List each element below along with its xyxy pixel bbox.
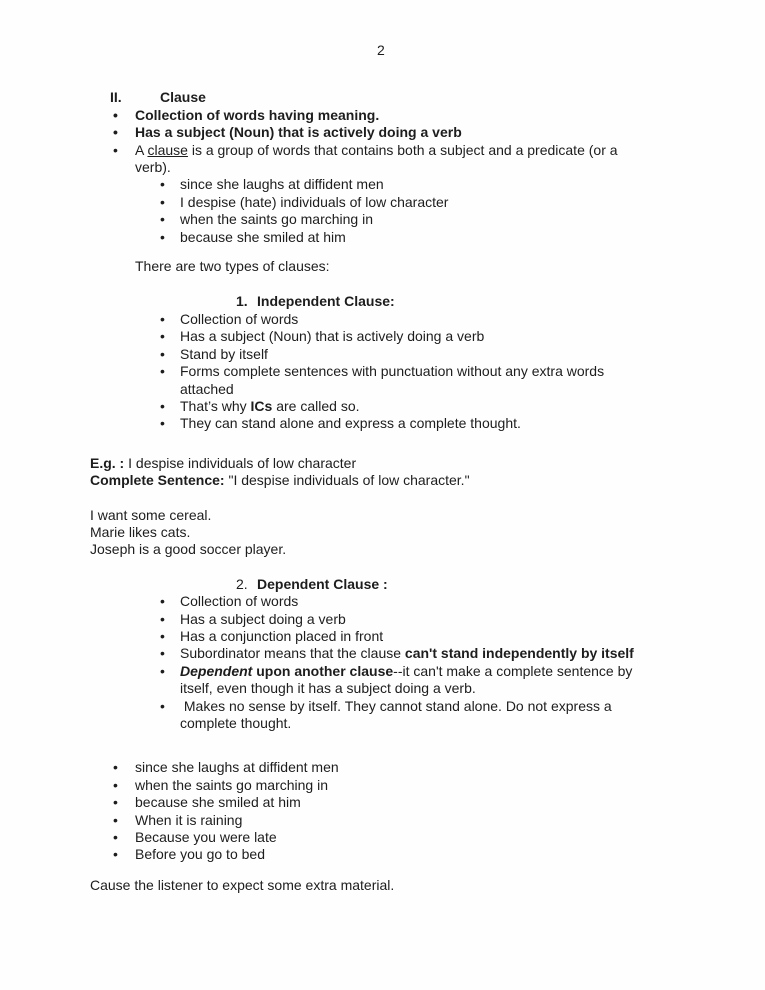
bullet-dot-icon (160, 176, 165, 193)
types-intro-text: There are two types of clauses: (135, 258, 330, 275)
bullet-has-subject: • Has a subject (Noun) that is actively doing a verb (90, 124, 745, 141)
closing-text: Cause the listener to expect some extra material. (90, 876, 395, 893)
clause-example-item: • since she laughs at diffident men (90, 176, 745, 193)
eg-line (90, 455, 745, 472)
page-number: 2 (377, 42, 385, 58)
bullet-dot-icon (160, 663, 165, 680)
bullet-dot-icon (160, 415, 165, 432)
complete-sentence-value: "I despise individuals of low character." (224, 472, 470, 489)
bullet-dot-icon (160, 328, 165, 345)
eg-value: I despise individuals of low character (124, 454, 357, 471)
subordinator-example-item: • since she laughs at diffident men (90, 759, 745, 776)
subordinator-example-item: • when the saints go marching in (90, 777, 745, 794)
dc-bullet-no-sense: • Makes no sense by itself. They cannot stand alone. Do not express a (90, 698, 745, 715)
bullet-dot-icon (113, 794, 118, 811)
dc-bullet-dependent-upon: • Dependent upon another clause--it can't make a complete sentence by (90, 663, 745, 680)
bullet-dot-icon (160, 611, 165, 628)
bullet-collection-meaning: • Collection of words having meaning. (90, 107, 745, 124)
independent-clause-heading (90, 293, 745, 310)
dc-bullet-conjunction: • Has a conjunction placed in front (90, 628, 745, 645)
bullet-dot-icon (160, 211, 165, 228)
bullet-dot-icon (113, 142, 118, 159)
ic-bullet-subject: • Has a subject (Noun) that is actively doing a verb (90, 328, 745, 345)
clause-underlined-term: clause (147, 141, 188, 158)
ic-bullet-forms-sentences-cont: attached (180, 380, 234, 397)
ic-bullet-collection: • Collection of words (90, 311, 745, 328)
clause-example-item: • because she smiled at him (90, 229, 745, 246)
bullet-dot-icon (160, 645, 165, 662)
dependent-clause-title: Dependent Clause : (257, 575, 388, 592)
dependent-clause-heading (90, 576, 745, 593)
ic-bullet-forms-sentences: • Forms complete sentences with punctuation without any extra words (90, 363, 745, 380)
ic-bullet-stand: • Stand by itself (90, 346, 745, 363)
bullet-dot-icon (160, 698, 165, 715)
bullet-dot-icon (113, 759, 118, 776)
ic-bullet-stand-alone: • They can stand alone and express a complete thought. (90, 415, 745, 432)
independent-clause-title: Independent Clause: (257, 293, 395, 310)
bullet-dot-icon (160, 194, 165, 211)
sentence-line: I want some cereal. (90, 506, 212, 523)
bullet-dot-icon (160, 311, 165, 328)
bullet-dot-icon (113, 812, 118, 829)
clause-section-heading (90, 89, 745, 106)
subordinator-example-item: • Before you go to bed (90, 846, 745, 863)
bullet-clause-definition: • A clause is a group of words that contains both a subject and a predicate (or a (90, 142, 745, 159)
heading-numeral: II. (110, 89, 122, 106)
dependent-clause-number: 2. (236, 575, 248, 592)
sentence-line: Marie likes cats. (90, 523, 191, 540)
bullet-dot-icon (160, 229, 165, 246)
dc-bullet-no-sense-cont: complete thought. (180, 715, 292, 731)
bullet-dot-icon (113, 829, 118, 846)
bullet-dot-icon (160, 363, 165, 380)
sentence-line: Joseph is a good soccer player. (90, 541, 287, 558)
dc-bullet-subordinator: • Subordinator means that the clause can't stand independently by itself (90, 645, 745, 662)
bullet-dot-icon (113, 777, 118, 794)
subordinator-example-item: • because she smiled at him (90, 794, 745, 811)
subordinator-example-item: • Because you were late (90, 829, 745, 846)
bullet-dot-icon (113, 846, 118, 863)
clause-example-item: • when the saints go marching in (90, 211, 745, 228)
bullet-dot-icon (160, 593, 165, 610)
independent-clause-number: 1. (236, 293, 248, 310)
clause-example-item: • I despise (hate) individuals of low character (90, 194, 745, 211)
eg-label: E.g. : (90, 454, 125, 471)
complete-sentence-label: Complete Sentence: (90, 472, 225, 489)
bullet-dot-icon (113, 107, 118, 124)
dc-bullet-subject-verb: • Has a subject doing a verb (90, 611, 745, 628)
bullet-dot-icon (113, 124, 118, 141)
dc-bullet-dependent-upon-cont: itself, even though it has a subject doing a verb. (180, 680, 476, 697)
ic-bullet-why-ics: • That’s why ICs are called so. (90, 398, 745, 415)
bullet-dot-icon (160, 628, 165, 645)
bullet-dot-icon (160, 398, 165, 415)
subordinator-example-item: • When it is raining (90, 812, 745, 829)
bullet-dot-icon (160, 346, 165, 363)
bullet-clause-definition-cont: verb). (135, 159, 171, 176)
dc-bullet-collection: • Collection of words (90, 593, 745, 610)
complete-sentence-line (90, 472, 745, 489)
heading-title: Clause (160, 89, 206, 106)
